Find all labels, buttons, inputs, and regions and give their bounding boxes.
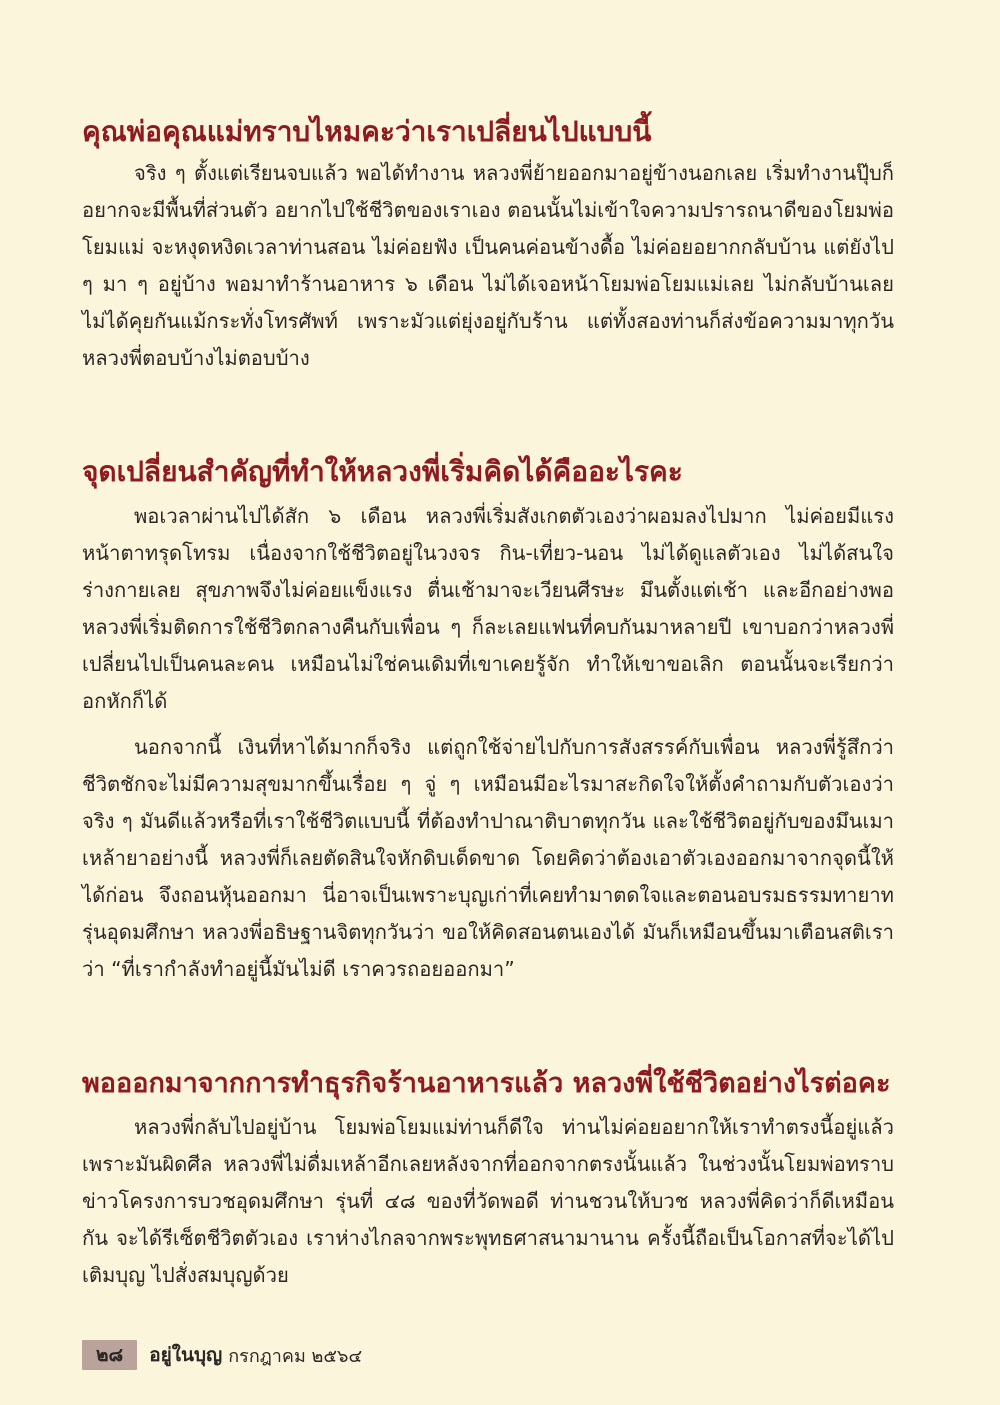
paragraph: พอเวลาผ่านไปได้สัก ๖ เดือน หลวงพี่เริ่มสังเกตตัวเองว่าผอมลงไปมาก ไม่ค่อยมีแรง หน้าตาทรุดโทรม เนื่องจากใช้ชีวิตอยู่ในวงจร กิน-เที่ยว-นอน ไม่ได้ดูแลตัวเอง ไม่ได้สนใจร่างกายเลย สุขภาพจึงไม่ค่อยแข็งแรง ตื่นเช้ามาจะเวียนศีรษะ มึนตั้งแต่เช้า และอีกอย่างพอหลวงพี่เริ่มติดการใช้ชีวิตกลางคืนกับเพื่อน ๆ ก็ละเลยแฟนที่คบกันมาหลายปี เขาบอกว่าหลวงพี่เปลี่ยนไปเป็นคนละคน เหมือนไม่ใช่คนเดิมที่เขาเคยรู้จัก ทำให้เขาขอเลิก ตอนนั้นจะเรียกว่าอกหักก็ได้ [82, 504, 894, 713]
page-number: ๒๘ [82, 1340, 137, 1370]
section-heading: คุณพ่อคุณแม่ทราบไหมคะว่าเราเปลี่ยนไปแบบนี้ [82, 115, 652, 148]
section-after-restaurant [82, 1064, 894, 1294]
paragraph: หลวงพี่กลับไปอยู่บ้าน โยมพ่อโยมแม่ท่านก็ดีใจ ท่านไม่ค่อยอยากให้เราทำตรงนี้อยู่แล้วเพราะมันผิดศีล หลวงพี่ไม่ดื่มเหล้าอีกเลยหลังจากที่ออกจากตรงนั้นแล้ว ในช่วงนั้นโยมพ่อทราบข่าวโครงการบวชอุดมศึกษา รุ่นที่ ๔๘ ของที่วัดพอดี ท่านชวนให้บวช หลวงพี่คิดว่าก็ดีเหมือนกัน จะได้รีเซ็ตชีวิตตัวเอง เราห่างไกลจากพระพุทธศาสนามานาน ครั้งนี้ถือเป็นโอกาสที่จะได้ไปเติมบุญ ไปสั่งสมบุญด้วย [82, 1115, 894, 1287]
section-heading: จุดเปลี่ยนสำคัญที่ทำให้หลวงพี่เริ่มคิดได้คืออะไรคะ [82, 455, 683, 488]
paragraph: จริง ๆ ตั้งแต่เรียนจบแล้ว พอได้ทำงาน หลวงพี่ย้ายออกมาอยู่ข้างนอกเลย เริ่มทำงานปุ๊บก็อยากจะมีพื้นที่ส่วนตัว อยากไปใช้ชีวิตของเราเอง ตอนนั้นไม่เข้าใจความปรารถนาดีของโยมพ่อโยมแม่ จะหงุดหงิดเวลาท่านสอน ไม่ค่อยฟัง เป็นคนค่อนข้างดื้อ ไม่ค่อยอยากกลับบ้าน แต่ยังไป ๆ มา ๆ อยู่บ้าง พอมาทำร้านอาหาร ๖ เดือน ไม่ได้เจอหน้าโยมพ่อโยมแม่เลย ไม่กลับบ้านเลย ไม่ได้คุยกันแม้กระทั่งโทรศัพท์ เพราะมัวแต่ยุ่งอยู่กับร้าน แต่ทั้งสองท่านก็ส่งข้อความมาทุกวัน หลวงพี่ตอบบ้างไม่ตอบบ้าง [82, 161, 894, 370]
magazine-name: อยู่ในบุญ [149, 1344, 223, 1366]
section-turning-point [82, 452, 894, 988]
issue-date: กรกฎาคม ๒๕๖๔ [228, 1345, 363, 1367]
section-parents-know [82, 112, 894, 377]
page-footer [82, 1340, 362, 1370]
paragraph: นอกจากนี้ เงินที่หาได้มากก็จริง แต่ถูกใช้จ่ายไปกับการสังสรรค์กับเพื่อน หลวงพี่รู้สึกว่าชีวิตชักจะไม่มีความสุขมากขึ้นเรื่อย ๆ จู่ ๆ เหมือนมีอะไรมาสะกิดใจให้ตั้งคำถามกับตัวเองว่า จริง ๆ มันดีแล้วหรือที่เราใช้ชีวิตแบบนี้ ที่ต้องทำปาณาติบาตทุกวัน และใช้ชีวิตอยู่กับของมึนเมา เหล้ายาอย่างนี้ หลวงพี่ก็เลยตัดสินใจหักดิบเด็ดขาด โดยคิดว่าต้องเอาตัวเองออกมาจากจุดนี้ให้ได้ก่อน จึงถอนหุ้นออกมา นี่อาจเป็นเพราะบุญเก่าที่เคยทำมาตดใจและตอนอบรมธรรมทายาท รุ่นอุดมศึกษา หลวงพี่อธิษฐานจิตทุกวันว่า ขอให้คิดสอนตนเองได้ มันก็เหมือนขึ้นมาเตือนสติเราว่า “ที่เรากำลังทำอยู่นี้มันไม่ดี เราควรถอยออกมา” [82, 735, 894, 981]
section-heading: พอออกมาจากการทำธุรกิจร้านอาหารแล้ว หลวงพี่ใช้ชีวิตอย่างไรต่อคะ [82, 1068, 891, 1099]
